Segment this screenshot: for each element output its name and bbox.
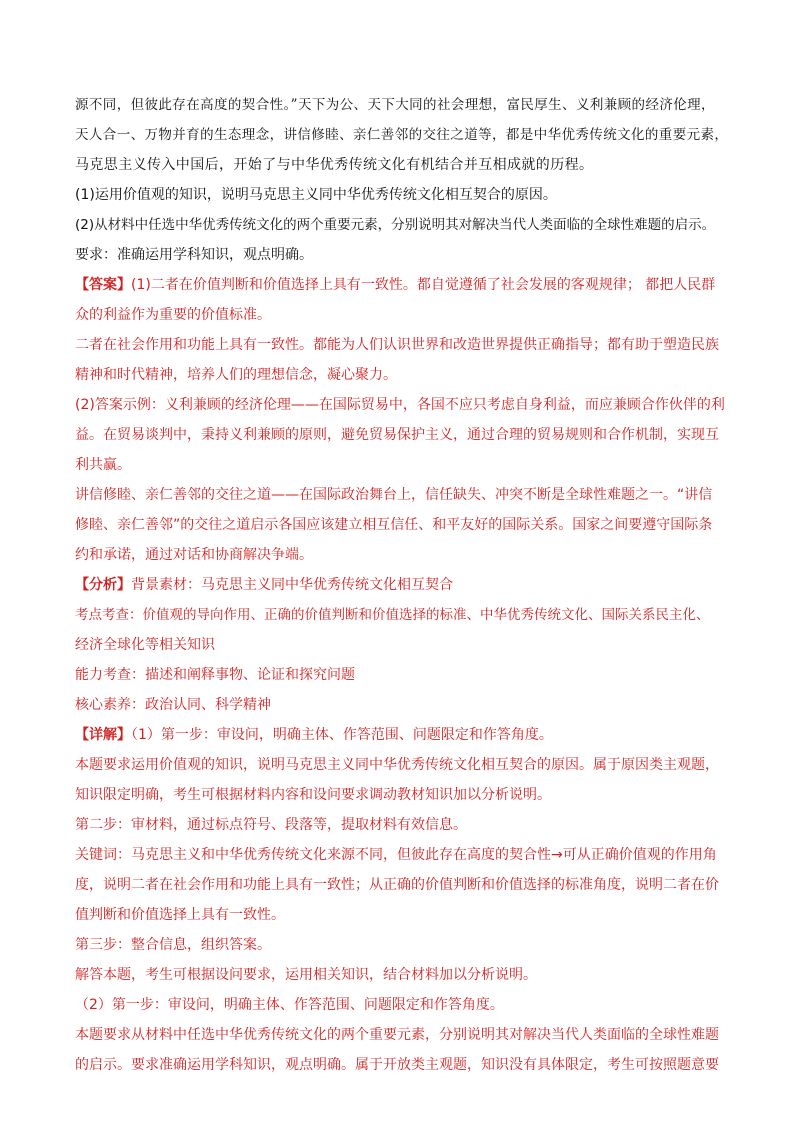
document-page bbox=[75, 90, 730, 1080]
detail-tag: 【详解】 bbox=[75, 727, 131, 743]
detail-line: 解答本题，考生可根据设问要求，运用相关知识，结合材料加以分析说明。 bbox=[75, 967, 537, 983]
analysis-line: 考点考查：价值观的导向作用、正确的价值判断和价值选择的标准、中华优秀传统文化、国际关系民主化、 bbox=[75, 607, 710, 623]
detail-line: （2）第一步：审设问，明确主体、作答范围、问题限定和作答角度。 bbox=[75, 997, 504, 1013]
detail-line: 本题要求运用价值观的知识，说明马克思主义同中华优秀传统文化相互契合的原因。属于原因类主观题， bbox=[75, 757, 719, 773]
answer-line: 精神和时代精神，培养人们的理想信念，凝心聚力。 bbox=[75, 367, 397, 383]
answer-line: (2)答案示例：义利兼顾的经济伦理——在国际贸易中，各国不应只考虑自身利益，而应兼顾合作伙伴的利 bbox=[75, 397, 725, 413]
analysis-line: 核心素养：政治认同、科学精神 bbox=[75, 697, 271, 713]
answer-line: 修睦、亲仁善邻”的交往之道启示各国应该建立相互信任、和平友好的国际关系。国家之间要遵守国际条 bbox=[75, 517, 713, 533]
detail-line: 第二步：审材料，通过标点符号、段落等，提取材料有效信息。 bbox=[75, 817, 467, 833]
detail-line: 度，说明二者在社会作用和功能上具有一致性；从正确的价值判断和价值选择的标准角度，说明二者在价 bbox=[75, 877, 719, 893]
question-2: (2)从材料中任选中华优秀传统文化的两个重要元素，分别说明其对解决当代人类面临的全球性难题的启示。 bbox=[75, 217, 716, 233]
answer-line: 利共赢。 bbox=[75, 457, 131, 473]
analysis-line: 能力考查：描述和阐释事物、论证和探究问题 bbox=[75, 667, 355, 683]
detail-line: 关键词：马克思主义和中华优秀传统文化来源不同，但彼此存在高度的契合性→可从正确价值观的作用角 bbox=[75, 847, 717, 863]
detail-line: 第三步：整合信息，组织答案。 bbox=[75, 937, 271, 953]
detail-line: 本题要求从材料中任选中华优秀传统文化的两个重要元素，分别说明其对解决当代人类面临的全球性难题 bbox=[75, 1027, 719, 1043]
detail-line: 的启示。要求准确运用学科知识，观点明确。属于开放类主观题，知识没有具体限定，考生可按照题意要 bbox=[75, 1057, 719, 1073]
answer-line: 二者在社会作用和功能上具有一致性。都能为人们认识世界和改造世界提供正确指导；都有助于塑造民族 bbox=[75, 337, 719, 353]
analysis-line: 经济全球化等相关知识 bbox=[75, 637, 215, 653]
answer-first-line bbox=[75, 270, 730, 300]
answer-tag: 【答案】 bbox=[75, 277, 131, 293]
answer-line: 众的利益作为重要的价值标准。 bbox=[75, 307, 271, 323]
detail-text: （1）第一步：审设问，明确主体、作答范围、问题限定和作答角度。 bbox=[131, 727, 553, 743]
answer-text: (1)二者在价值判断和价值选择上具有一致性。都自觉遵循了社会发展的客观规律； 都把人民群 bbox=[131, 277, 716, 293]
detail-line: 知识限定明确，考生可根据材料内容和设问要求调动教材知识加以分析说明。 bbox=[75, 787, 551, 803]
detail-first-line bbox=[75, 720, 730, 750]
detail-line: 值判断和价值选择上具有一致性。 bbox=[75, 907, 285, 923]
analysis-text: 背景素材：马克思主义同中华优秀传统文化相互契合 bbox=[131, 577, 453, 593]
analysis-first-line bbox=[75, 570, 730, 600]
question-requirement: 要求：准确运用学科知识，观点明确。 bbox=[75, 247, 313, 263]
material-line: 马克思主义传入中国后，开始了与中华优秀传统文化有机结合并互相成就的历程。 bbox=[75, 157, 594, 173]
material-line: 天人合一、万物并育的生态理念，讲信修睦、亲仁善邻的交往之道等，都是中华优秀传统文化的重要元素， bbox=[75, 127, 729, 143]
question-1: (1)运用价值观的知识，说明马克思主义同中华优秀传统文化相互契合的原因。 bbox=[75, 187, 557, 203]
answer-line: 益。在贸易谈判中，秉持义利兼顾的原则，避免贸易保护主义，通过合理的贸易规则和合作机制，实现互 bbox=[75, 427, 719, 443]
analysis-tag: 【分析】 bbox=[75, 577, 131, 593]
material-line: 源不同，但彼此存在高度的契合性。”天下为公、天下大同的社会理想，富民厚生、义利兼顾的经济伦理， bbox=[75, 97, 715, 113]
answer-line: 约和承诺，通过对话和协商解决争端。 bbox=[75, 547, 313, 563]
answer-line: 讲信修睦、亲仁善邻的交往之道——在国际政治舞台上，信任缺失、冲突不断是全球性难题之一。“讲信 bbox=[75, 487, 713, 503]
